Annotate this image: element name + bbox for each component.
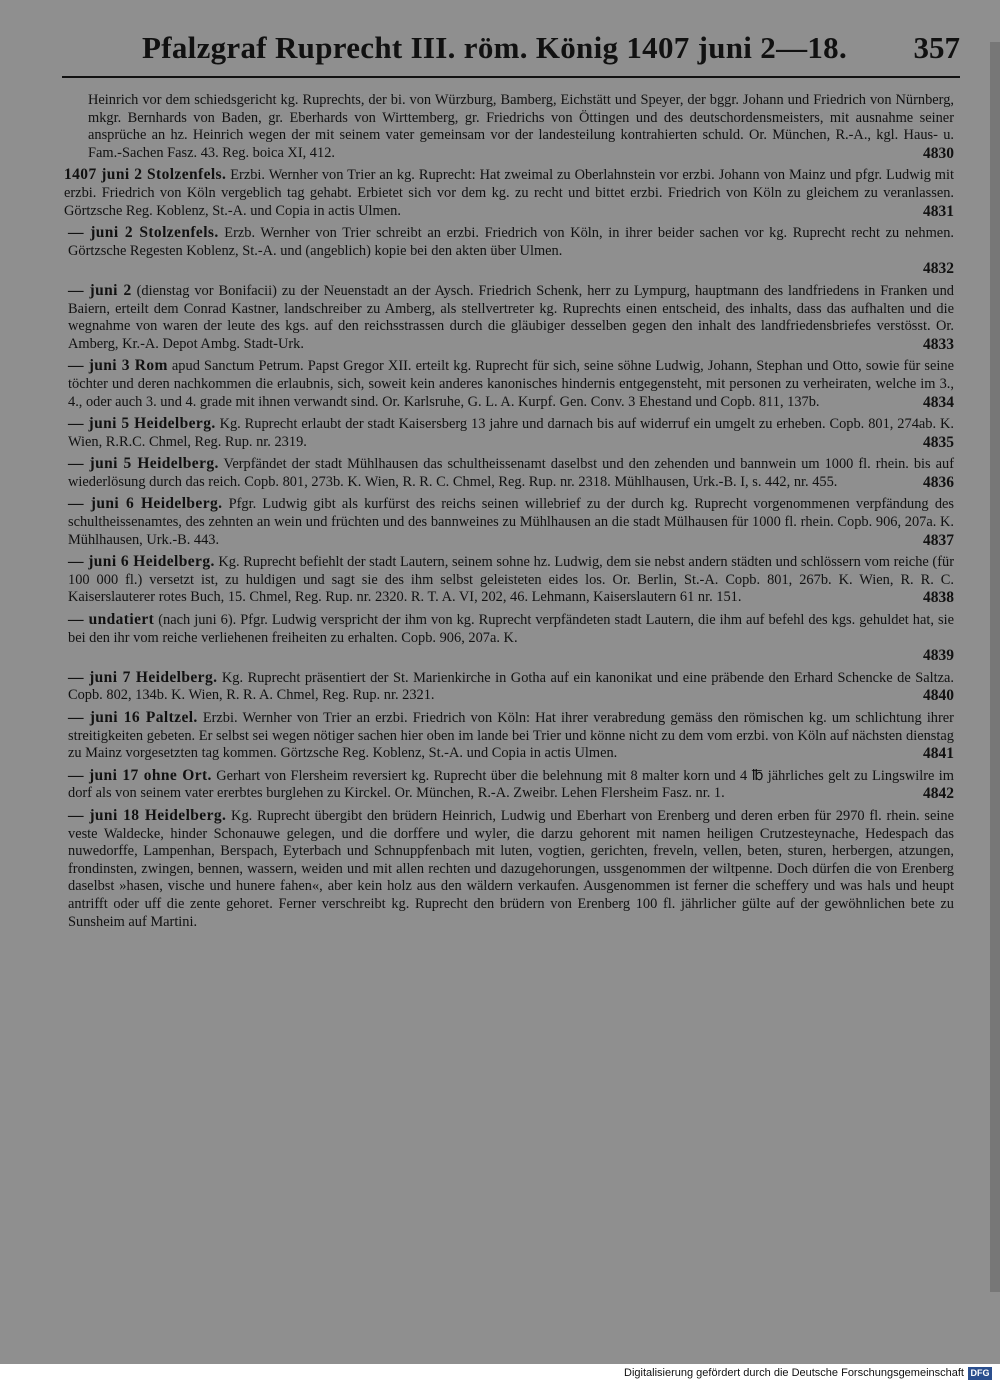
entry-date-place: — juni 6 Heidelberg. (68, 553, 215, 571)
entry-date-place: — juni 3 Rom (68, 357, 168, 375)
regest-entry (68, 455, 954, 491)
regest-entry (68, 224, 954, 278)
dfg-logo: DFG (968, 1367, 992, 1380)
regest-entry (68, 611, 954, 665)
entry-date-place: — juni 7 Heidelberg. (68, 668, 218, 686)
regest-entry (64, 166, 954, 220)
entry-date-place: — juni 5 Heidelberg. (68, 455, 219, 473)
page-title: Pfalzgraf Ruprecht III. röm. König 1407 juni 2—18. (142, 30, 848, 65)
entry-number: 4841 (923, 745, 954, 763)
entry-date-place: — undatiert (68, 611, 155, 629)
entry-text: Erzb. Wernher von Trier schreibt an erzbi. Friedrich von Köln, in ihrer beider sachen vor kg. Ruprecht recht zu nehmen. Görtzsche Regesten Koblenz, St.-A. und (angeblich) kopie bei den akten über Ulmen. (68, 225, 954, 259)
entry-number: 4842 (923, 785, 954, 803)
entry-number: 4832 (923, 260, 954, 278)
entry-date-place: — juni 18 Heidelberg. (68, 806, 227, 824)
regest-entry (68, 767, 954, 803)
entry-text: Pfgr. Ludwig gibt als kurfürst des reichs seinen willebrief zu der durch kg. Ruprecht vorgenommenen verpfändung des schultheissenamtes, des zehnten an wein und früchten und des bannweines zu Mühlhausen an die stadt Mülhausen für 1000 fl. rhein. Copb. 906, 207a. K. Mühlhausen, Urk.-B. 443. (68, 496, 955, 548)
entry-number: 4830 (923, 144, 954, 162)
entry-number: 4836 (923, 473, 954, 491)
entry-text: Kg. Ruprecht erlaubt der stadt Kaisersberg 13 jahre und darnach bis auf widerruf ein umgelt zu erheben. Copb. 801, 274ab. K. Wien, R.R.C. Chmel, Reg. Rup. nr. 2319. (68, 416, 954, 450)
entry-text: (nach juni 6). Pfgr. Ludwig verspricht der ihm von kg. Ruprecht verpfändeten stadt Lautern, die ihm auf befehl des kgs. gehuldet hat, sie bei den ihr vom reiche verliehenen freiheiten zu erhalten. Copb. 906, 207a. K. (68, 612, 954, 646)
entry-number: 4837 (923, 531, 954, 549)
entry-date-place: — juni 5 Heidelberg. (68, 415, 216, 433)
entry-number: 4833 (923, 335, 954, 353)
regest-entry (68, 669, 954, 705)
entry-number: 4838 (923, 589, 954, 607)
entry-text: Heinrich vor dem schiedsgericht kg. Ruprechts, der bi. von Würzburg, Bamberg, Eichstätt und Speyer, der bggr. Johann und Friedrich von Nürnberg, mkgr. Bernhards von Baden, gr. Eberhards von Wirttemberg, gr. Friedrichs von Öttingen und des deutschordensmeisters, mit ausnahme seiner ansprüche an hz. Heinrich wegen der mit seinem vater gemeinsam vor der landesteilung kontrahierten schuld. Or. München, R.-A., kgl. Haus- u. Fam.-Sachen Fasz. 43. Reg. boica XI, 412. (88, 92, 954, 161)
entry-text: Verpfändet der stadt Mühlhausen das schultheissenamt daselbst und den zehenden und bannwein um 1000 fl. rhein. bis auf wiederlösung durch das reich. Copb. 801, 273b. K. Wien, R. R. C. Chmel, Reg. Rup. nr. 2318. Mühlhausen, Urk.-B. I, s. 442, nr. 455. (68, 456, 955, 490)
entry-text: Gerhart von Flersheim reversiert kg. Ruprecht über die belehnung mit 8 malter korn und 4 ℔ jährliches gelt zu Lingswilre im dorf als von seinem vater ererbtes burglehen zu Kirckel. Or. München, R.-A. Zweibr. Lehen Flersheim Fasz. nr. 1. (68, 767, 954, 802)
page-edge (990, 42, 1000, 1292)
entry-number: 4834 (923, 393, 954, 411)
entry-date-place: — juni 17 ohne Ort. (68, 766, 212, 784)
regest-entry (68, 553, 954, 607)
entry-text: Kg. Ruprecht befiehlt der stadt Lautern, seinem sohne hz. Ludwig, dem sie nebst andern städten und schlössern vom reiche (für 100 000 fl.) versetzt ist, zu huldigen und sagt sie des ihm selbst geleisteten eides los. Or. Berlin, St.-A. Copb. 801, 267b. K. Wien, R. R. C. Kaiserslauterer rotes Buch, 15. Chmel, Reg. Rup. nr. 2320. R. T. A. VI, 202, 46. Lehmann, Kaiserslautern 61 nr. 151. (68, 554, 954, 606)
regest-entry (68, 709, 954, 763)
entry-text: Kg. Ruprecht übergibt den brüdern Heinrich, Ludwig und Eberhart von Erenberg und deren erben für 2970 fl. rhein. seine veste Waldecke, hinder Schonauwe gelegen, und die dorffere und wyler, die darzu gehorent mit namen heiligen Crutzesteynache, Hedespach das nuwedorffe, Lampenhan, Berspach, Eyterbach und Schnuppfenbach mit luten, vogtien, gerichten, freveln, vellen, beten, sturen, herbergen, atzungen, frondinsten, zwingen, bennen, wassern, weiden und mit allen rechten und dazugehorungen, ussgenommen der wiltpenne. Doch dürfen die von Erenberg daselbst »hasen, vische und hunere fahen«, aber kein holz aus den wäldern verkaufen. Ausgenommen ist ferner die scheffery und was hals und heupt antrifft oder uff die zente gehoret. Ferner verschreibt kg. Ruprecht den brüdern von Erenberg 100 fl. jährlicher gülte auf der gewöhnlichen bete zu Sunsheim auf Martini. (68, 807, 954, 930)
entry-date-place: — juni 2 (68, 281, 132, 299)
entry-number: 4835 (923, 433, 954, 451)
entry-number: 4839 (923, 647, 954, 665)
entry-text: (dienstag vor Bonifacii) zu der Neuenstadt an der Aysch. Friedrich Schenk, herr zu Lympurg, hauptmann des landfriedens in Franken und Baiern, erteilt dem Conrad Kastner, landschreiber zu Amberg, als stellvertreter kg. Ruprechts einen entscheid, des inhalts, dass das aufhalten und die wegnahme von waren der leute des kgs. auf den reichsstrassen durch die gläubiger desselben gegen den inhalt des landfriedensbriefes verstösst. Or. Amberg, Kr.-A. Depot Ambg. Stadt-Urk. (68, 282, 954, 352)
entry-date-place: 1407 juni 2 Stolzenfels. (64, 166, 227, 184)
entry-number: 4831 (923, 202, 954, 220)
regest-entry (68, 807, 954, 931)
page-number: 357 (913, 30, 960, 65)
entry-text: Erzbi. Wernher von Trier an erzbi. Friedrich von Köln: Hat ihrer verabredung gemäss den römischen kg. um schlichtung ihrer streitigkeiten gebeten. Er selbst sei wegen nötiger sachen hier oben im lande bei Trier und könne nicht zu dem vom erzbi. von Köln auf nächsten dienstag zu Mainz vorgesetzten tag kommen. Görtzsche Reg. Koblenz, St.-A. und Copia in actis Ulmen. (68, 710, 954, 762)
entry-text: Erzbi. Wernher von Trier an kg. Ruprecht: Hat zweimal zu Oberlahnstein vor erzbi. Johann von Mainz und pfgr. Ludwig mit erzbi. Friedrich von Köln vergeblich tag gehabt. Erbietet sich vor dem kg. zu recht und bittet erzbi. Friedrich von Köln zu gleichem zu veranlassen. Görtzsche Reg. Koblenz, St.-A. und Copia in actis Ulmen. (64, 167, 954, 219)
entry-date-place: — juni 6 Heidelberg. (68, 495, 223, 513)
entry-text: apud Sanctum Petrum. Papst Gregor XII. erteilt kg. Ruprecht für sich, seine söhne Ludwig, Johann, Stephan und Otto, sowie für seine töchter und deren nachkommen die erlaubnis, sich, soweit kein anderes kanonisches hindernis entgegensteht, mit personen zu verheiraten, welche im 3., 4., oder auch 3. und 4. grade mit ihnen verwandt sind. Or. Karlsruhe, G. L. A. Kurpf. Gen. Conv. 3 Ehestand und Copb. 811, 137b. (68, 358, 954, 410)
regest-entry (68, 495, 954, 549)
entry-text: Kg. Ruprecht präsentiert der St. Marienkirche in Gotha auf ein kanonikat und eine präbende den Erhard Schencke de Saltza. Copb. 802, 134b. K. Wien, R. R. A. Chmel, Reg. Rup. nr. 2321. (68, 669, 954, 704)
page-header (62, 28, 960, 78)
document-body (64, 92, 955, 935)
entry-date-place: — juni 2 Stolzenfels. (68, 224, 219, 242)
entry-number: 4840 (923, 687, 954, 705)
regest-entry (88, 92, 954, 162)
funding-note: Digitalisierung gefördert durch die Deutsche Forschungsgemeinschaft (624, 1367, 964, 1379)
footer-bar (0, 1364, 1000, 1384)
regest-entry (68, 415, 954, 451)
entry-date-place: — juni 16 Paltzel. (68, 709, 198, 726)
regest-entry (68, 282, 954, 353)
regest-entry (68, 357, 954, 411)
